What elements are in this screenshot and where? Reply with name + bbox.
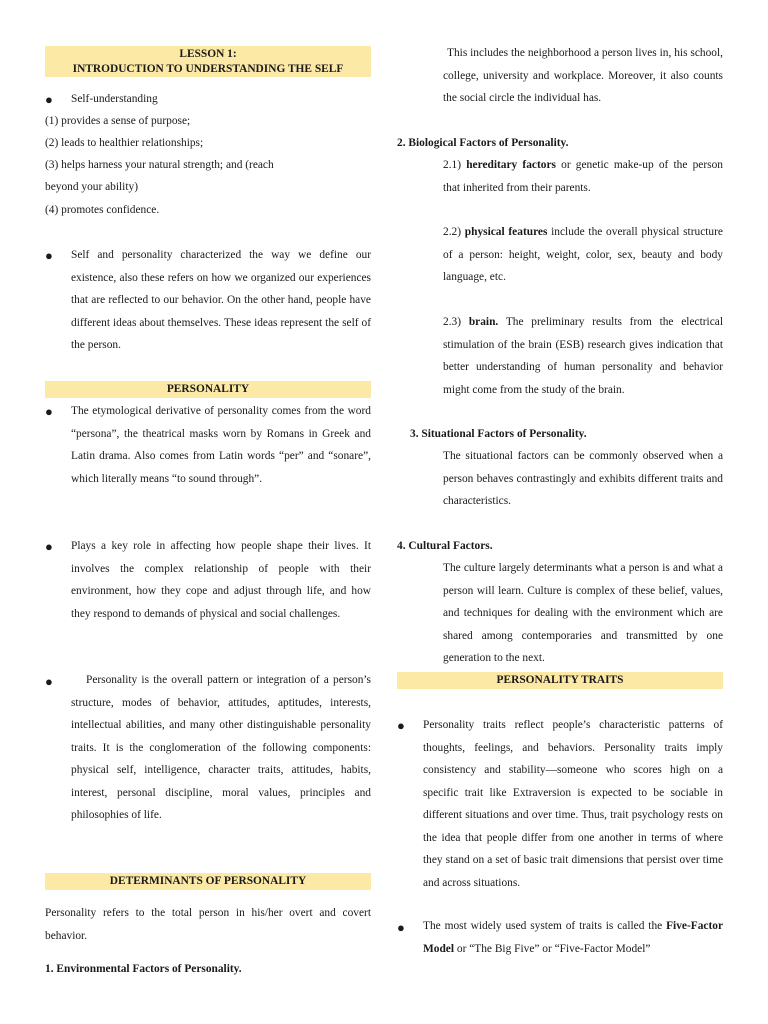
- lesson-title: LESSON 1:: [179, 48, 237, 60]
- list-item: (2) leads to healthier relationships;: [45, 137, 204, 149]
- list-item: (1) provides a sense of purpose;: [45, 115, 191, 127]
- determinants-intro: Personality refers to the total person in his/her overt and covert behavior.: [45, 907, 371, 942]
- etymology-paragraph: The etymological derivative of personality comes from the word “persona”, the theatrical masks worn by Romans in Greek and Latin drama. Also comes from Latin words “per” and “sonare”, which literally means “to sound through”.: [71, 405, 371, 485]
- item-number: 2.1): [443, 159, 462, 171]
- lesson-subtitle: INTRODUCTION TO UNDERSTANDING THE SELF: [72, 63, 344, 75]
- item-text: include the overall physical structure of a person: height, weight, color, sex, beauty and body language, etc.: [443, 226, 723, 283]
- biological-item-brain: [443, 311, 723, 401]
- five-factor-paragraph: [423, 915, 723, 960]
- list-item: (4) promotes confidence.: [45, 204, 160, 216]
- item-term: brain.: [468, 316, 499, 328]
- bullet-icon: ●: [397, 718, 405, 733]
- biological-item-physical: [443, 221, 723, 289]
- situational-paragraph: The situational factors can be commonly observed when a person behaves contrastingly and exhibits different traits and characteristics.: [443, 450, 723, 507]
- bullet-icon: ●: [45, 92, 53, 107]
- bullet-icon: ●: [397, 920, 405, 935]
- item-term: physical features: [464, 226, 548, 238]
- self-paragraph: Self and personality characterized the way we define our existence, also these refers on how we organized our experiences that are reflected to our behavior. On the other hand, people have different ideas about themselves. These ideas represent the self of the person.: [71, 249, 371, 351]
- environmental-heading: 1. Environmental Factors of Personality.: [45, 963, 242, 975]
- role-paragraph: Plays a key role in affecting how people shape their lives. It involves the complex relationship of people with their environment, how they cope and adjust through life, and how they respond to demands of physical and social challenges.: [71, 540, 371, 620]
- environmental-paragraph: This includes the neighborhood a person lives in, his school, college, university and workplace. Moreover, it also counts the social circle the individual has.: [443, 47, 723, 104]
- self-understanding-label: Self-understanding: [71, 93, 158, 105]
- list-item: beyond your ability): [45, 181, 139, 193]
- item-number: 2.2): [443, 226, 462, 238]
- determinants-heading: DETERMINANTS OF PERSONALITY: [45, 873, 371, 890]
- traits-paragraph: Personality traits reflect people’s characteristic patterns of thoughts, feelings, and behaviors. Personality traits imply consistency and stability—someone who scores high on a specific trait like Extraversion is expected to be sociable in different situations and over time. Thus, trait psychology rests on the idea that people differ from one another in terms of where they stand on a set of basic trait dimensions that persist over time and across situations.: [423, 719, 723, 889]
- biological-heading: 2. Biological Factors of Personality.: [397, 137, 569, 149]
- item-term: hereditary factors: [466, 159, 556, 171]
- lesson-heading: [45, 46, 371, 77]
- personality-heading: PERSONALITY: [45, 381, 371, 398]
- cultural-heading: 4. Cultural Factors.: [397, 540, 493, 552]
- item-text: or genetic make-up of the person that inherited from their parents.: [443, 159, 723, 194]
- ffm-bold-term: Five-Factor Model: [423, 920, 723, 955]
- ffm-pre-text: The most widely used system of traits is called the: [423, 920, 663, 932]
- bullet-icon: ●: [45, 404, 53, 419]
- bullet-icon: ●: [45, 539, 53, 554]
- biological-item-hereditary: [443, 154, 723, 199]
- bullet-icon: ●: [45, 674, 53, 689]
- ffm-post-text: or “The Big Five” or “Five-Factor Model”: [456, 942, 651, 955]
- overall-paragraph: Personality is the overall pattern or integration of a person’s structure, modes of behavior, attitudes, aptitudes, interests, intellectual abilities, and many other distinguishable personality traits. It is the conglomeration of the following components: physical self, intelligence, character traits, attitudes, habits, interest, personal discipline, moral values, principles and philosophies of life.: [71, 674, 371, 821]
- list-item: (3) helps harness your natural strength; and (reach: [45, 159, 274, 171]
- personality-traits-heading: PERSONALITY TRAITS: [397, 672, 723, 689]
- cultural-paragraph: The culture largely determinants what a person is and what a person will learn. Culture is complex of these belief, values, and techniques for dealing with the environment which are shared among contemporaries and transmitted by one generation to the next.: [443, 562, 723, 664]
- item-number: 2.3): [443, 316, 462, 328]
- situational-heading: 3. Situational Factors of Personality.: [410, 428, 587, 440]
- item-text: The preliminary results from the electrical stimulation of the brain (ESB) research gives indication that better understanding of human personality and behavior might come from the study of the brain.: [443, 316, 723, 396]
- bullet-icon: ●: [45, 248, 53, 263]
